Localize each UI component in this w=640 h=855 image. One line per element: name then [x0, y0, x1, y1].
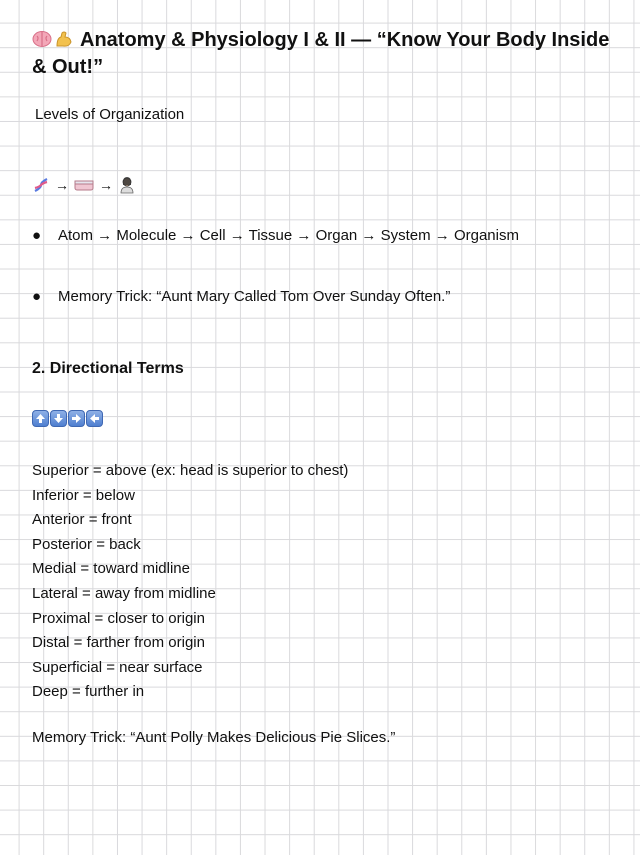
term-anterior: Anterior = front [32, 511, 132, 529]
down-arrow-icon [50, 410, 67, 427]
term-inferior: Inferior = below [32, 486, 135, 504]
page-title [32, 27, 612, 81]
list-item [32, 288, 450, 305]
directional-terms-list [32, 459, 348, 705]
term-superior: Superior = above (ex: head is superior to chest) [32, 462, 349, 479]
bullet-marker: ● [32, 227, 42, 244]
list-item [32, 227, 519, 244]
term-superficial: Superficial = near surface [32, 658, 203, 676]
bullet-marker: ● [32, 288, 42, 305]
term-distal: Distal = farther from origin [32, 634, 205, 652]
person-icon [118, 176, 136, 194]
levels-heading: Levels of Organization [35, 106, 185, 123]
page-title-text: Anatomy & Physiology I & II — “Know Your Body Inside & Out!” [32, 29, 610, 78]
direction-icon-row [32, 410, 103, 427]
term-deep: Deep = further in [32, 683, 145, 701]
up-arrow-icon [32, 410, 49, 427]
levels-icon-row [32, 176, 136, 194]
term-medial: Medial = toward midline [32, 560, 190, 578]
memory-trick-1: Memory Trick: “Aunt Mary Called Tom Over Sunday Often.” [58, 288, 451, 305]
dna-icon [32, 176, 50, 194]
flexed-biceps-icon [54, 29, 74, 49]
levels-arrow-2: → [99, 177, 113, 193]
term-posterior: Posterior = back [32, 535, 141, 553]
term-lateral: Lateral = away from midline [32, 584, 216, 602]
section-heading-directional: 2. Directional Terms [32, 360, 184, 377]
right-arrow-icon [68, 410, 85, 427]
term-proximal: Proximal = closer to origin [32, 609, 205, 627]
levels-sequence: Atom → Molecule → Cell → Tissue → Organ → System → Organism [58, 227, 519, 244]
brain-icon [32, 29, 52, 49]
memory-trick-2: Memory Trick: “Aunt Polly Makes Delicious Pie Slices.” [32, 729, 396, 746]
title-emoji-group [32, 29, 74, 49]
levels-arrow-1: → [55, 177, 69, 193]
petri-dish-icon [74, 178, 94, 192]
left-arrow-icon [86, 410, 103, 427]
